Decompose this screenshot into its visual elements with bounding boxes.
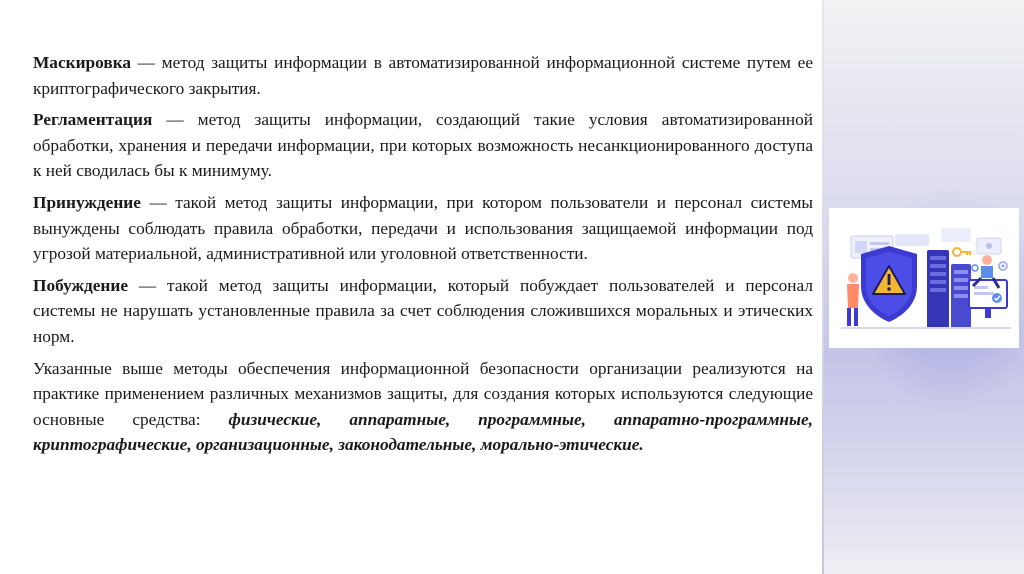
- term-masking: Маскировка: [33, 53, 132, 72]
- summary-text: Указанные выше методы обеспечения информационной безопасности организации реализуются на практике применением различных механизмов защиты, для создания которых используются следующие основные средства:: [33, 358, 813, 429]
- summary-means: физические, аппаратные, программные, аппаратно-программные, криптографические, организационные, законодательные, морально-этические.: [33, 409, 814, 455]
- key-icon: [953, 248, 961, 256]
- definition-regulation: [33, 107, 813, 184]
- definition-motivation-text: — такой метод защиты информации, который побуждает пользователей и персонал системы не нарушать установленные правила за счет соблюдения сложившихся моральных и этических норм.: [33, 275, 813, 346]
- fingerprint-icon: [972, 265, 978, 271]
- definition-masking: [33, 50, 813, 101]
- summary-paragraph: [33, 356, 813, 458]
- person-body-icon: [847, 284, 859, 308]
- definition-coercion-text: — такой метод защиты информации, при котором пользователи и персонал системы вынуждены соблюдать правила обработки, передачи и использования защищаемой информации под угрозой материальной, административной или уголовной ответственности.: [33, 192, 813, 264]
- browser-panel-icon: [895, 234, 929, 246]
- cybersecurity-illustration: [829, 208, 1019, 348]
- check-badge-icon: [992, 293, 1002, 303]
- term-coercion: Принуждение: [33, 192, 141, 212]
- term-motivation: Побуждение: [33, 275, 129, 295]
- definition-coercion: [33, 190, 813, 267]
- term-regulation: Регламентация: [33, 110, 153, 130]
- cybersecurity-image: [829, 208, 1019, 348]
- window-thumb-icon: [855, 241, 867, 253]
- cloud-panel-icon: [941, 228, 971, 242]
- person-head-icon: [982, 255, 992, 265]
- definition-motivation: [33, 273, 813, 350]
- definition-regulation-text: — метод защиты информации, создающий такие условия автоматизированной обработки, хранения и передачи информации, при которых возможность несанкционированного доступа к ней сводилась бы к минимуму.: [33, 110, 813, 181]
- person-head-icon: [848, 273, 858, 283]
- slide-body: [33, 50, 813, 464]
- person-body-icon: [981, 266, 993, 278]
- definition-masking-text: — метод защиты информации в автоматизированной информационной системе путем ее криптографического закрытия.: [33, 53, 813, 98]
